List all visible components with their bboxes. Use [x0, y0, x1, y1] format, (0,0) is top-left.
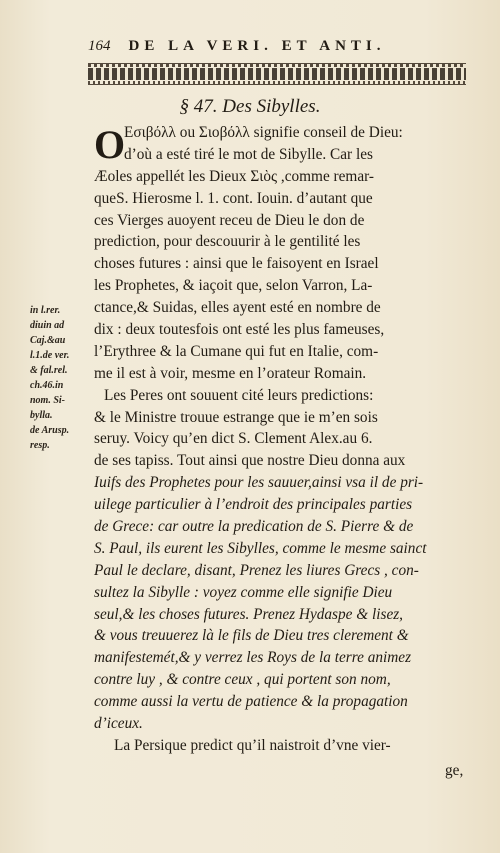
- text-line: de ses tapiss. Tout ainsi que nostre Dieu donna aux: [94, 452, 406, 470]
- margin-note: & fal.rel.: [30, 365, 68, 376]
- margin-note: ch.46.in: [30, 380, 64, 391]
- text-line: queS. Hierosme l. 1. cont. Iouin. d’autant que: [94, 189, 373, 207]
- text-line: choses futures : ainsi que le faisoyent en Israel: [94, 255, 379, 273]
- text-line: & le Ministre trouue estrange que ie m’en sois: [94, 408, 378, 426]
- text-line: de Grece: car outre la predication de S. Pierre & de: [94, 518, 414, 536]
- text-line: ces Vierges auoyent receu de Dieu le don de: [94, 211, 365, 229]
- text-line: Eσιβόλλ ou Σιοβόλλ signifie conseil de Dieu:: [124, 124, 403, 141]
- text-line: contre luy , & contre ceux , qui portent son nom,: [94, 671, 391, 689]
- body-text: [94, 122, 470, 757]
- margin-note: resp.: [30, 440, 50, 451]
- text-line: prediction, pour descouurir à le gentilité les: [94, 233, 361, 251]
- text-line: uilege particulier à l’endroit des principales parties: [94, 496, 413, 514]
- text-line: manifestemét,& y verrez les Roys de la terre animez: [94, 649, 412, 667]
- text-line: & vous treuuerez là le fils de Dieu tres clerement &: [94, 627, 409, 645]
- text-line: sultez la Sibylle : voyez comme elle signifie Dieu: [94, 583, 393, 601]
- drop-cap: O: [94, 122, 126, 167]
- running-title: DE LA VERI. ET ANTI.: [128, 38, 386, 54]
- catchword: ge,: [445, 762, 464, 779]
- text-line: dix : deux toutesfois ont esté les plus fameuses,: [94, 321, 385, 339]
- text-line: Æoles appellét les Dieux Σιὸς ,comme remar-: [94, 167, 375, 185]
- text-line: seruy. Voicy qu’en dict S. Clement Alex.au 6.: [94, 430, 373, 448]
- section-title: § 47. Des Sibylles.: [179, 96, 321, 117]
- margin-note: diuin ad: [30, 320, 65, 331]
- margin-notes: [30, 303, 92, 453]
- text-line: me il est à voir, mesme en l’orateur Romain.: [94, 364, 367, 382]
- running-header: [88, 38, 478, 55]
- text-line: d’où a esté tiré le mot de Sibylle. Car les: [124, 145, 373, 163]
- margin-note: l.1.de ver.: [30, 350, 70, 361]
- text-line: l’Erythree & la Cumane qui fut en Italie, com-: [94, 342, 379, 360]
- text-line: Les Peres ont souuent cité leurs predictions:: [104, 386, 374, 404]
- text-line: S. Paul, ils eurent les Sibylles, comme le mesme sainct: [94, 539, 427, 557]
- text-line: La Persique predict qu’il naistroit d’vne vier-: [114, 736, 391, 754]
- text-line: Iuifs des Prophetes pour les sauuer,ainsi vsa il de pri-: [94, 474, 424, 492]
- text-line: d’iceux.: [94, 715, 143, 733]
- text-line: seul,& les choses futures. Prenez Hydaspe & lisez,: [94, 605, 404, 623]
- margin-note: de Arusp.: [30, 425, 70, 436]
- ornamental-band: [88, 63, 466, 85]
- margin-note: bylla.: [30, 410, 53, 421]
- page-number: 164: [88, 38, 111, 54]
- margin-note: Caj.&au: [30, 335, 66, 346]
- text-line: Paul le declare, disant, Prenez les liures Grecs , con-: [94, 561, 419, 579]
- text-line: comme aussi la vertu de patience & la propagation: [94, 693, 408, 711]
- margin-note: in l.rer.: [30, 305, 61, 316]
- text-line: ctance,& Suidas, elles ayent esté en nombre de: [94, 299, 381, 317]
- margin-note: nom. Si-: [30, 395, 66, 406]
- text-line: les Prophetes, & iaçoit que, selon Varron, La-: [94, 277, 373, 295]
